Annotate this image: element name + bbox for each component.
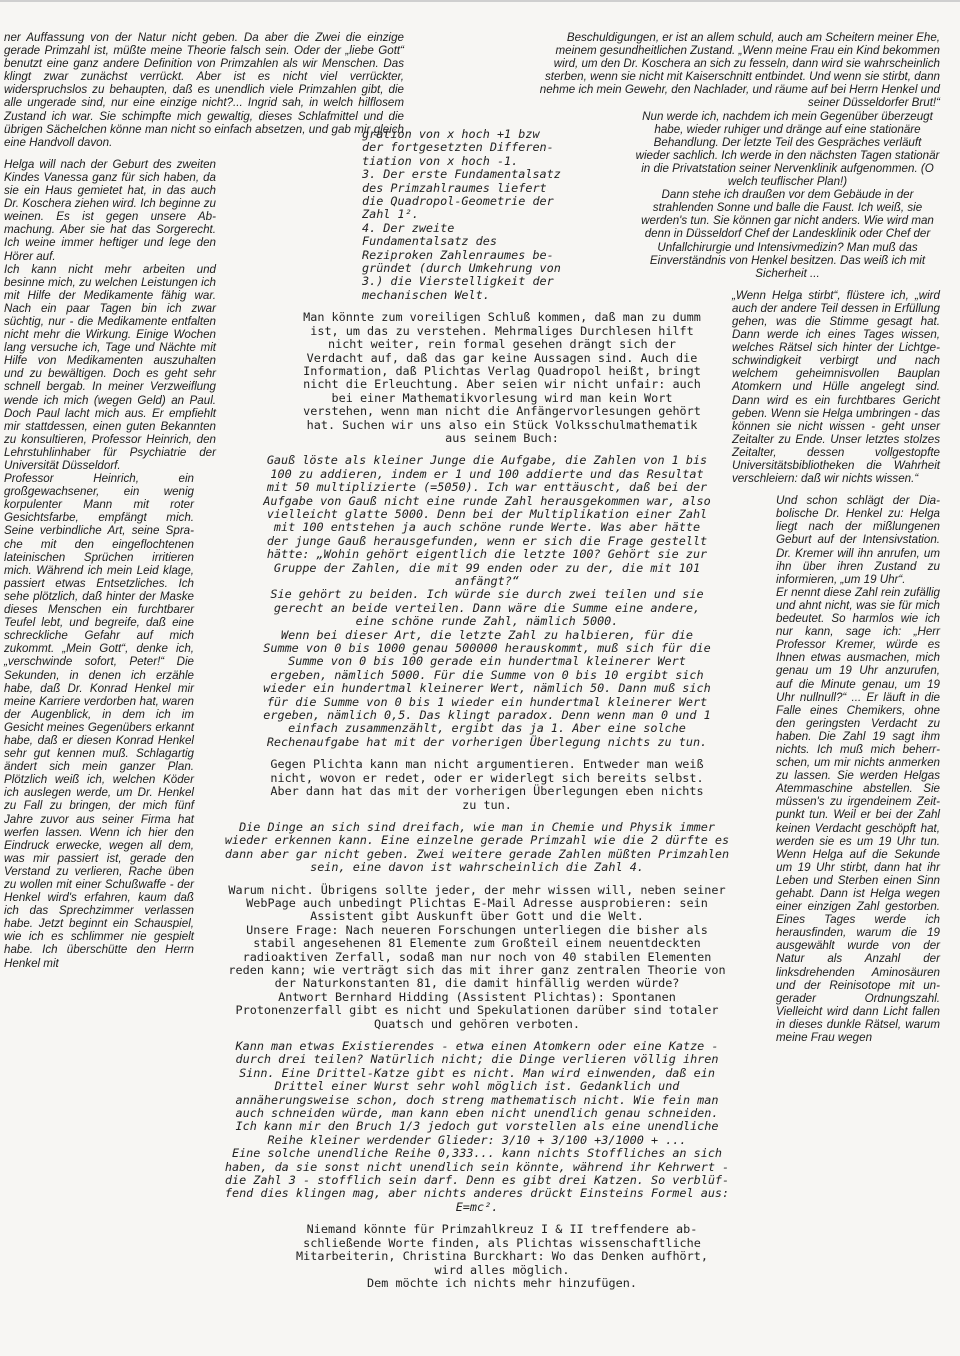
right-paragraph-2: Nun werde ich, nachdem ich mein Gegenüber überzeugt habe, wieder ruhiger und dränge auf eine stationäre Behandlung. Der letzte Teil des Gespräches verläuft wieder sachlich. Ich werde in den nächsten Tagen stationär in die Privatstation seiner Nervenklinik aufgenommen. (O welch teuflischer Plan!) <box>635 109 940 189</box>
center-paragraph-5: Warum nicht. Übrigens sollte jeder, der mehr wissen will, neben seiner WebPage auch unbedingt Plichtas E-Mail Adresse ausprobieren: sein Assistent gibt Auskunft über Gott und die Welt. Unsere Frage: Nach neueren Forschungen unterliegen die bisher als stabil angesehenen 81 Elemente zum Großteil einem neuentdeckten radioaktiven Zerfall, sodaß man nur noch von 40 stabilen Elementen reden kann; wie verträgt sich das mit ihrer ganz zentralen Theorie von der Naturkonstanten 81, die damit hinfällig werden würde? Antwort Bernhard Hidding (Assistent Plichtas): Spontanen Protonenzerfall gibt es nicht und Spekulationen darüber sind totaler Quatsch und gehören verboten. <box>228 882 726 1031</box>
left-paragraph-1: ner Auffassung von der Natur nicht geben. Da aber die Zwei die einzige gerade Primzahl ist, müßte meine Theorie falsch sein. Oder der „liebe Gott“ benutzt eine ganz andere Definition von Primzahlen als wir Menschen. Das klingt zwar zunächst verrückt. Aber ist es nicht viel verrückter, widerspruchslos zu behaupten, daß es unendlich viele Primzahlen gibt, die alle ungerade sind, nur eine einzige nicht?... Ingrid sah, in welch hilflosem Zustand ich war. Sie schimpfte mich gewaltig, dieses Schlafmittel und die übrigen Sächelchen könne man nicht so einfach absetzen, und gab mir gleich eine Handvoll davon. <box>4 31 404 149</box>
center-paragraph-3: Gegen Plichta kann man nicht argumentieren. Entweder man weiß nicht, wovon er redet, oder er widerlegt sich bereits selbst. Aber dann hat das mit der vorherigen Überlegungen eben nichts zu tun. <box>270 757 704 812</box>
right-paragraph-3: Dann stehe ich draußen vor dem Gebäude in der strahlenden Sonne und balle die Faust. Ich weiß, sie werden's tun. Sie können gar nicht anders. Wie wird man denn in Düsseldorf Chef der Landesklinik oder Chef der Unfallchirurgie und Intensivmedizin? Man muß das Einverständnis von Henkel besitzen. Das weiß ich mit Sicherheit ... <box>641 188 934 280</box>
left-paragraph-2: Helga will nach der Geburt des zweiten Kindes Vanessa ganz für sich haben, da sie ein Haus gemietet hat, in das auch Dr. Koschera ziehen wird. Ich beginne zu weinen. Es ist gegen unsere Abmachung. Aber sie hat das Sorgerecht. Ich weine immer heftiger und lege den Hörer auf. <box>4 157 216 263</box>
center-intro: gration von x hoch +1 bzw der fortgesetzten Differentiation von x hoch -1. 3. Der erste Fundamentalsatz des Primzahlraumes liefert die Quadropol-Geometrie der Zahl 1². 4. Der zweite Fundamentalsatz des Reziproken Zahlenraumes begründet (durch Umkehrung von 3.) die Vierstelligkeit der mechanischen Welt. <box>362 127 561 302</box>
center-paragraph-6: Kann man etwas Existierendes - etwa einen Atomkern oder eine Katze - durch drei teilen? Natürlich nicht; die Dinge verlieren völlig ihren Sinn. Eine Drittel-Katze gibt es nicht. Man wird einwenden, daß ein Drittel einer Wurst sehr wohl möglich ist. Gedanklich und annäherungsweise schon, doch streng mathematisch nicht. Wie fein man auch schneiden würde, man kann eben nicht unendlich genau schneiden. Ich kann mir den Bruch 1/3 jedoch gut vorstellen als eine unendliche Reihe kleiner werdender Glieder: 3/10 + 3/100 +3/1000 + ... Eine solche unendliche Reihe 0,333... kann nichts Stoffliches an sich haben, da sie sonst nicht unendlich sein könnte, während ihr Kehrwert - die Zahl 3 - stofflich sein darf. Denn es gibt drei Katzen. So verblüffend dies klingen mag, aber nichts anderes drückt Einsteins Formel aus: E=mc². <box>224 1039 730 1214</box>
right-paragraph-4: „Wenn Helga stirbt“, flüstere ich, „wird auch der andere Teil dessen in Erfüllung gehen, was die Stimme gesagt hat. Dann werde ich eines Tages wissen, welches Rätsel sich hinter der Lichtgeschwindigkeit verbirgt und nach welchem geheimnisvollen Bauplan Atomkern und Hülle angelegt sind. Dann wird es ein furchtbares Gericht geben. Wenn sie Helga umbringen - das können sie nicht wissen - geht unser Zeitalter zu Ende. Unser letztes stolzes Zeitalter, dessen vollgestopfte Universitätsbibliotheken die Wahrheit verschleiern: daß wir nichts wissen.“ <box>732 288 940 486</box>
center-paragraph-4: Die Dinge an sich sind dreifach, wie man in Chemie und Physik immer wieder erkennen kann. Eine einzelne gerade Primzahl wie die 2 dürfte es dann aber gar nicht geben. Zwei weitere gerade Zahlen müßten Primzahlen sein, eine davon ist wahrscheinlich die Zahl 4. <box>224 819 730 875</box>
left-paragraph-3: Ich kann nicht mehr arbeiten und besinne mich, zu welchen Leistungen ich mit Hilfe der Medikamente fähig war. Nach ein paar Tagen bin ich zwar süchtig, nur - die Medikamente entfalten nicht mehr die Wirkung. Einige Wochen lang versuche ich, Tage und Nächte mit Hilfe von Medikamenten auszuhalten und zu bewältigen. Doch es geht sehr schnell bergab. In meiner Verzweiflung wende ich mich (wegen Geld) an Paul. Doch Paul lacht mich aus. Er empfiehlt mir stattdessen, einen guten Bekannten zu konsultieren, Professor Heinrich, den Lehrstuhlinhaber für Psychiatrie der Universität Düsseldorf. <box>4 262 216 472</box>
right-paragraph-5: Und schon schlägt der Diabolische Dr. Henkel zu: Helga liegt nach der mißlungenen Geburt auf der Intensivstation. Dr. Kremer will ihn anrufen, um ihn über ihren Zustand zu informieren, „um 19 Uhr“. Er nennt diese Zahl rein zufällig und ahnt nicht, was sie für mich bedeutet. So harmlos wie ich nur kann, sage ich: „Herr Professor Kremer, würde es Ihnen etwas ausmachen, mich genau um 19 Uhr anzurufen, auf die Minute genau, um 19 Uhr nullnull?“ ... Er läuft in die Falle eines Chemikers, ohne den geringsten Verdacht zu haben. Die Zahl 19 sagt ihm nichts. Ich muß mich beherrschen, um mir nichts anmerken zu lassen. Sie werden Helgas Atemmaschine abstellen. Sie müssen's zu irgendeinem Zeitpunkt tun. Weil er bei der Zahl keinen Verdacht geschöpft hat, werden sie es um 19 Uhr tun. Wenn Helga auf die Sekunde um 19 Uhr stirbt, dann hat ihr Leben und Sterben einen Sinn gehabt. Dann ist Helga wegen einer einzigen Zahl gestorben. Eines Tages werde ich herausfinden, warum die 19 ausgewählt wurde von der Natur als Anzahl der linksdrehenden Aminosäuren und der Reinisotope mit ungerader Ordnungszahl. Vielleicht wird dann Licht fallen in dieses dunkle Rätsel, warum meine Frau wegen <box>776 494 940 1045</box>
top-rule <box>0 0 960 2</box>
right-column <box>535 31 940 1356</box>
left-paragraph-4: Professor Heinrich, ein großgewachsener, ein wenig korpulenter Mann mit roter Gesichtsfarbe, empfängt mich. Seine verbindliche Art, seine Sprache mit den eingeflochtenen lateinischen Sprüchen irritieren mich. Während ich mein Leid klage, passiert etwas Entsetzliches. Ich sehe plötzlich, daß hinter der Maske dieses Menschen ein furchtbarer Teufel lebt, und begreife, daß eine schreckliche Gefahr auf mich zukommt. „Mein Gott“, denke ich, „verschwinde sofort, Peter!“ Die Sekunden, in denen ich erzähle habe, daß Dr. Konrad Henkel mir meine Karriere verdorben hat, waren der Augenblick, in dem ich im Gesicht meines Gegenübers erkannt habe, daß er diesen Konrad Henkel sehr gut kennen muß. Schlagartig ändert sich mein ganzer Plan. Plötzlich weiß ich, welchen Köder ich auslegen werde, um Dr. Henkel zu Fall zu bringen, der mich fünf Jahre zuvor aus seiner Firma hat werfen lassen. Wenn ich hier den Eindruck erwecke, wegen all dem, was mir passiert ist, gerade den Verstand zu verlieren, Rache üben zu wollen mit einer Schußwaffe - der Henkel wird's erfahren, kaum daß ich das Sprechzimmer verlassen habe. Jetzt beginnt ein Schauspiel, wie ich es schlimmer nie gespielt habe. Ich überschütte den Herrn Henkel mit <box>4 472 194 970</box>
center-paragraph-1: Man könnte zum voreiligen Schluß kommen, daß man zu dumm ist, um das zu verstehen. Mehrmaliges Durchlesen hilft nicht weiter, rein formal gesehen drängt sich der Verdacht auf, daß das gar keine Aussagen sind. Auch die Information, daß Plichtas Verlag Quadropol heißt, bringt nicht die Erleuchtung. Aber seien wir nicht unfair: auch bei einer Mathematikvorlesung wird man kein Wort verstehen, wenn man nicht die Anfängervorlesungen gehört hat. Suchen wir uns also ein Stück Volksschulmathematik aus seinem Buch: <box>303 310 701 445</box>
center-paragraph-7: Niemand könnte für Primzahlkreuz I & II treffendere abschließende Worte finden, als Plichtas wissenschaftliche Mitarbeiterin, Christina Burckhart: Wo das Denken aufhört, wird alles möglich. Dem möchte ich nichts mehr hinzufügen. <box>296 1222 708 1290</box>
center-paragraph-2: Gauß löste als kleiner Junge die Aufgabe, die Zahlen von 1 bis 100 zu addieren, indem er 1 und 100 addierte und das Resultat mit 50 multiplizierte (=5050). Ich war enttäuscht, daß bei der Aufgabe von Gauß nicht eine runde Zahl herausgekommen war, also vielleicht glatte 5000. Denn bei der Multiplikation einer Zahl mit 100 entstehen ja auch schöne runde Werte. Was aber hätte der junge Gauß herausgefunden, wenn er sich die Frage gestellt hätte: „Wohin gehört eigentlich die letzte 100? Gehört sie zur Gruppe der Zahlen, die mit 99 enden oder zu der, die mit 101 anfängt?“ Sie gehört zu beiden. Ich würde sie durch zwei teilen und sie gerecht an beide verteilen. Dann wäre die Summe eine andere, eine schöne runde Zahl, nämlich 5000. Wenn bei dieser Art, die letzte Zahl zu halbieren, für die Summe von 0 bis 1000 genau 500000 herauskommt, muß sich für die Summe von 0 bis 100 gerade ein hundertmal kleinerer Wert ergeben, nämlich 5000. Für die Summe von 0 bis 10 ergibt sich wieder ein hundertmal kleinerer Wert, nämlich 50. Dann muß sich für die Summe von 0 bis 1 wieder ein hundertmal kleinerer Wert ergeben, nämlich 0,5. Das klingt paradox. Denn wenn man 0 und 1 einfach zusammenzählt, ergibt das ja 1. Aber eine solche Rechenaufgabe hat mit der vorherigen Überlegung nichts zu tun. <box>263 453 711 749</box>
right-paragraph-1: Beschuldigungen, er ist an allem schuld, auch am Scheitern meiner Ehe, meinem gesundheitlichen Zustand. „Wenn meine Frau ein Kind bekommen wird, um den Dr. Koschera an sich zu fesseln, dann wird sie wahrscheinlich sterben, wenn sie nicht mit Kaiserschnitt entbindet. Und wenn sie stirbt, dann nehme ich mein Gewehr, den Nachlader, und räume auf bei Herrn Henkel und seiner Düsseldorfer Brut!“ <box>539 31 940 110</box>
